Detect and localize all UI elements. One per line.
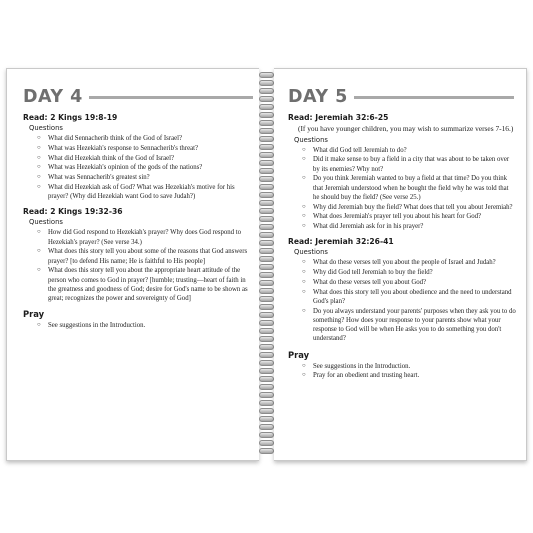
spiral-coil [259,200,274,206]
spiral-coil [259,136,274,142]
bullet-icon: ○ [302,203,306,210]
bullet-icon: ○ [302,223,306,230]
spiral-coil [259,72,274,78]
question-text: What did Sennacherib think of the God of Israel? [48,135,183,142]
spiral-coil [259,392,274,398]
questions-label: Questions [29,218,63,227]
right-page [274,68,527,461]
list-item [288,146,516,155]
list-item [288,362,516,371]
pray-text: See suggestions in the Introduction. [313,362,411,370]
day-5-header [288,87,514,107]
spiral-coil [259,312,274,318]
pray-text: Pray for an obedient and trusting heart. [313,372,420,380]
day-4-title: DAY 4 [23,87,83,107]
list-item [23,154,253,163]
spiral-coil [259,128,274,134]
bullet-icon: ○ [302,156,306,163]
spiral-coil [259,272,274,278]
spiral-coil [259,344,274,350]
bullet-icon: ○ [302,372,306,379]
bullet-icon: ○ [302,175,306,182]
list-item [23,266,253,303]
day-5-content [288,113,516,387]
spiral-coil [259,240,274,246]
list-item [288,203,516,212]
left-page [6,68,259,461]
bullet-icon: ○ [37,154,41,161]
question-text: What was Sennacherib's greatest sin? [48,174,150,182]
list-item [288,174,516,202]
bullet-icon: ○ [37,183,41,190]
pray-list [288,362,516,381]
spiral-coil [259,184,274,190]
list-item [288,288,516,306]
spiral-coil [259,216,274,222]
list-item [288,268,516,277]
bullet-icon: ○ [37,174,41,181]
spiral-coil [259,288,274,294]
reading-heading: Read: 2 Kings 19:8-19 [23,113,118,122]
spiral-binding [259,68,274,461]
spiral-coil [259,80,274,86]
list-item [23,247,253,265]
spiral-coil [259,152,274,158]
spiral-coil [259,320,274,326]
bullet-icon: ○ [37,144,41,151]
spiral-coil [259,424,274,430]
spiral-coil [259,352,274,358]
question-text: What did Hezekiah ask of God? What was Hezekiah's motive for his prayer? (Why did Hezekiah want God to save Judah?) [48,183,235,201]
spiral-coil [259,376,274,382]
bullet-icon: ○ [37,267,41,274]
bullet-icon: ○ [302,259,306,266]
spiral-coil [259,104,274,110]
spiral-coil [259,296,274,302]
spiral-coil [259,432,274,438]
day-4-content [23,113,253,336]
day-5-title: DAY 5 [288,87,348,107]
reading-heading: Read: 2 Kings 19:32-36 [23,207,123,217]
spiral-coil [259,360,274,366]
bullet-icon: ○ [37,164,41,171]
pray-heading: Pray [288,349,310,360]
bullet-icon: ○ [302,307,306,314]
question-text: What does this story tell you about some of the reasons that God answers prayer? [to defend His name; He is faithful to His people] [48,248,248,265]
questions-label: Questions [294,135,328,144]
spiral-coil [259,280,274,286]
bullet-icon: ○ [37,229,41,236]
day-4-header [23,87,253,107]
spiral-coil [259,192,274,198]
question-text: What did Jeremiah ask for in his prayer? [313,223,424,231]
day-5-rule [354,96,514,99]
reading-heading: Read: Jeremiah 32:6-25 [288,113,389,122]
reading-heading: Read: Jeremiah 32:26-41 [288,237,394,247]
bullet-icon: ○ [37,322,41,329]
question-text: What does this story tell you about obedience and the need to understand God's plan? [313,288,512,305]
list-item [288,212,516,221]
question-text: What did Hezekiah think of the God of Israel? [48,154,175,162]
pray-list [23,321,253,330]
spiral-coil [259,440,274,446]
question-text: What did God tell Jeremiah to do? [313,146,407,154]
list-item [23,163,253,172]
question-text: Why did God tell Jeremiah to buy the field? [313,269,433,277]
list-item [288,258,516,267]
spiral-coil [259,248,274,254]
question-text: Why did Jeremiah buy the field? What does that tell you about Jeremiah? [313,203,513,211]
spiral-coil [259,384,274,390]
list-item [288,278,516,287]
spiral-coil [259,416,274,422]
question-text: Did it make sense to buy a field in a city that was about to be taken over by its enemies? Why not? [313,156,510,173]
spiral-coil [259,368,274,374]
spiral-coil [259,144,274,150]
question-text: What do these verses tell you about God? [313,278,427,286]
bullet-icon: ○ [302,288,306,295]
question-text: Do you always understand your parents' purposes when they ask you to do something? How does your response to your parents show what your response to God will be when He asks you to do something you don't understand? [313,307,516,343]
bullet-icon: ○ [302,146,306,153]
bullet-icon: ○ [37,135,41,141]
list-item [23,321,253,330]
list-item [23,173,253,182]
list-item [23,228,253,246]
day-4-rule [89,96,253,99]
spiral-coil [259,328,274,334]
question-text: What does this story tell you about the appropriate heart attitude of the person who comes to God in prayer? [humble; trusting—heart of faith in the greatness and goodness of God; desire for God's name to be shown as great; recognizes the power and sovereignty of God] [48,267,248,302]
questions-list [288,146,516,232]
questions-label: Questions [29,124,63,132]
spiral-coil [259,208,274,214]
list-item [23,144,253,153]
spiral-coil [259,256,274,262]
spiral-coil [259,264,274,270]
spiral-coil [259,448,274,454]
list-item [288,371,516,380]
bullet-icon: ○ [37,248,41,255]
spiral-coil [259,224,274,230]
bullet-icon: ○ [302,278,306,285]
bullet-icon: ○ [302,362,306,369]
spiral-coil [259,112,274,118]
spiral-coil [259,96,274,102]
questions-list [23,134,253,201]
question-text: Do you think Jeremiah wanted to buy a field at that time? Do you think that Jeremiah understood when he bought the field why he was told that he should buy the field? (See verse 25.) [313,175,509,201]
list-item [288,222,516,231]
spiral-coil [259,336,274,342]
questions-list [23,228,253,303]
list-item [23,183,253,201]
bullet-icon: ○ [302,213,306,220]
spiral-coil [259,120,274,126]
spiral-coil [259,408,274,414]
question-text: What do these verses tell you about the people of Israel and Judah? [313,259,496,267]
pray-text: See suggestions in the Introduction. [48,322,146,330]
list-item [288,155,516,173]
list-item [23,134,253,143]
bullet-icon: ○ [302,269,306,276]
spiral-coil [259,176,274,182]
spiral-coil [259,232,274,238]
question-text: What was Hezekiah's response to Sennacherib's threat? [48,144,199,152]
question-text: What was Hezekiah's opinion of the gods of the nations? [48,164,203,172]
questions-list [288,258,516,343]
spiral-coil [259,88,274,94]
spiral-coil [259,160,274,166]
pray-heading: Pray [23,309,45,320]
question-text: What does Jeremiah's prayer tell you about his heart for God? [313,213,482,221]
open-spiral-book [6,68,527,461]
spiral-coil [259,168,274,174]
questions-label: Questions [294,248,328,257]
question-text: How did God respond to Hezekiah's prayer? Why does God respond to Hezekiah's prayer? (See verse 34.) [48,229,242,246]
spiral-coil [259,304,274,310]
reading-note: (If you have younger children, you may wish to summarize verses 7-16.) [298,124,514,133]
list-item [288,307,516,344]
spiral-coil [259,400,274,406]
